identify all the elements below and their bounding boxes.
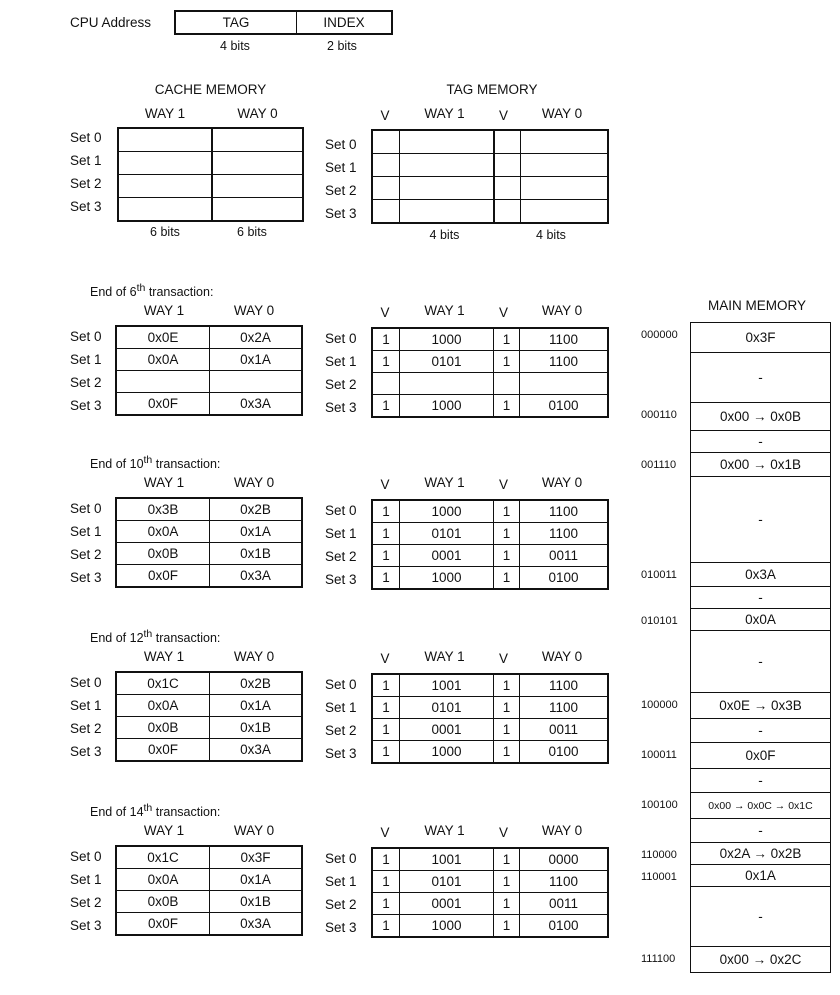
valid-bit-way1: 1 xyxy=(373,697,400,719)
table-row xyxy=(117,521,302,543)
table-row xyxy=(373,351,608,373)
valid-bit-way1: 1 xyxy=(373,545,400,567)
set-label: Set 3 xyxy=(70,199,102,214)
cache-memory-table xyxy=(116,846,302,935)
valid-bit-way0: 1 xyxy=(494,697,520,719)
set-label: Set 3 xyxy=(325,572,357,587)
memory-address: 000110 xyxy=(641,409,677,421)
tag-v0-header: V xyxy=(498,108,508,123)
main-memory-cell: 0x00 → 0x1B xyxy=(690,452,831,477)
set-label: Set 2 xyxy=(325,723,357,738)
tag-way1-header: WAY 1 xyxy=(424,823,465,838)
valid-bit-way0: 1 xyxy=(494,545,520,567)
cache-way1-cell: 0x0F xyxy=(117,393,210,415)
tag-memory-table xyxy=(372,328,608,417)
main-memory-cell: - xyxy=(690,476,831,563)
title-text: transaction: xyxy=(152,805,221,820)
cache-way0-cell: 0x3A xyxy=(210,393,302,415)
valid-bit-way1: 1 xyxy=(373,719,400,741)
tag-way0-header: WAY 0 xyxy=(541,106,583,121)
set-label: Set 1 xyxy=(325,526,357,541)
set-label: Set 3 xyxy=(70,398,102,413)
tag-way1-cell xyxy=(400,373,494,395)
title-sup: th xyxy=(143,628,153,640)
tag-way1-header: WAY 1 xyxy=(424,649,465,664)
main-memory-cell: 0x00 → 0x0C → 0x1C xyxy=(690,792,831,819)
table-row xyxy=(117,565,302,587)
cache-way1-cell: 0x0A xyxy=(117,869,210,891)
tag-way1-cell: 1000 xyxy=(400,501,494,523)
title-text: End of 6 xyxy=(90,285,137,300)
cache-memory-title: CACHE MEMORY xyxy=(154,82,267,97)
table-row xyxy=(373,849,608,871)
index-width: 2 bits xyxy=(327,39,357,53)
memory-address: 100011 xyxy=(641,749,677,761)
main-memory-cell: - xyxy=(690,430,831,453)
title-text: transaction: xyxy=(152,631,221,646)
tag-v1-header: V xyxy=(380,825,390,840)
title-text: End of 10 xyxy=(90,457,144,472)
tag-way1-cell: 1000 xyxy=(400,329,494,351)
set-label: Set 3 xyxy=(70,744,102,759)
valid-bit-way0: 1 xyxy=(494,523,520,545)
set-label: Set 0 xyxy=(70,849,102,864)
title-sup: th xyxy=(136,282,146,294)
tag-way1-cell: 1001 xyxy=(400,675,494,697)
table-row xyxy=(117,695,302,717)
set-label: Set 0 xyxy=(325,137,357,152)
set-label: Set 1 xyxy=(70,872,102,887)
transaction-title xyxy=(90,280,213,300)
cache-way0-header: WAY 0 xyxy=(233,475,275,490)
valid-bit-way0: 1 xyxy=(494,351,520,373)
cache-way1-cell: 0x0B xyxy=(117,717,210,739)
tag-v1-header: V xyxy=(380,108,390,123)
set-label: Set 1 xyxy=(70,153,102,168)
transaction-title xyxy=(90,800,220,820)
main-memory-cell: - xyxy=(690,586,831,609)
cache-way1-cell: 0x0A xyxy=(117,521,210,543)
valid-bit-way0: 1 xyxy=(494,329,520,351)
table-row xyxy=(373,697,608,719)
tag-way1-cell: 1000 xyxy=(400,395,494,417)
table-row xyxy=(373,675,608,697)
valid-bit-way0: 1 xyxy=(494,501,520,523)
cache-way1-cell: 0x3B xyxy=(117,499,210,521)
valid-bit-way0 xyxy=(494,373,520,395)
main-memory-cell: 0x0E → 0x3B xyxy=(690,692,831,719)
valid-bit-way0: 1 xyxy=(494,849,520,871)
tag-v1-header: V xyxy=(380,651,390,666)
main-memory-cell: - xyxy=(690,352,831,403)
set-label: Set 2 xyxy=(70,721,102,736)
cache-way0-header: WAY 0 xyxy=(233,823,275,838)
set-label: Set 0 xyxy=(325,851,357,866)
cache-way0-cell: 0x3A xyxy=(210,565,302,587)
table-row xyxy=(117,499,302,521)
tag-way0-header: WAY 0 xyxy=(541,303,583,318)
cache-way0-header: WAY 0 xyxy=(233,649,275,664)
index-field: INDEX xyxy=(297,12,392,34)
table-row xyxy=(117,673,302,695)
transaction-title xyxy=(90,626,220,646)
valid-bit-way1: 1 xyxy=(373,741,400,763)
cache-memory-table xyxy=(116,498,302,587)
tag-v0-header: V xyxy=(498,651,508,666)
cache-way1-header: WAY 1 xyxy=(143,823,185,838)
main-memory-cell: 0x3A xyxy=(690,562,831,587)
cache-way0-cell: 0x1B xyxy=(210,543,302,565)
set-label: Set 2 xyxy=(70,547,102,562)
cache-way1-cell: 0x1C xyxy=(117,673,210,695)
memory-address: 110001 xyxy=(641,871,677,883)
memory-address: 001110 xyxy=(641,459,677,471)
tag-field: TAG xyxy=(176,12,297,34)
tag-way0-cell: 1100 xyxy=(520,871,608,893)
set-label: Set 1 xyxy=(325,160,357,175)
title-text: transaction: xyxy=(145,285,214,300)
cache-way1-cell: 0x0F xyxy=(117,565,210,587)
valid-bit-way0: 1 xyxy=(494,395,520,417)
main-memory-cell: 0x3F xyxy=(690,322,831,353)
tag-way1-cell: 1000 xyxy=(400,915,494,937)
valid-bit-way0: 1 xyxy=(494,871,520,893)
memory-address: 000000 xyxy=(641,329,678,341)
main-memory-cell: - xyxy=(690,630,831,693)
cache-way0-width: 6 bits xyxy=(237,225,267,239)
valid-bit-way0: 1 xyxy=(494,719,520,741)
cache-way1-cell: 0x0B xyxy=(117,543,210,565)
tag-memory-table xyxy=(372,674,608,763)
cache-way0-cell: 0x2B xyxy=(210,499,302,521)
valid-bit-way1: 1 xyxy=(373,675,400,697)
set-label: Set 1 xyxy=(70,698,102,713)
tag-way1-header: WAY 1 xyxy=(424,106,465,121)
set-label: Set 2 xyxy=(325,549,357,564)
title-sup: th xyxy=(143,802,153,814)
set-label: Set 0 xyxy=(325,677,357,692)
cache-way0-cell: 0x1A xyxy=(210,869,302,891)
tag-v0-header: V xyxy=(498,477,508,492)
memory-address: 111100 xyxy=(641,953,676,965)
tag-way1-cell: 1001 xyxy=(400,849,494,871)
set-label: Set 3 xyxy=(325,746,357,761)
table-row xyxy=(373,545,608,567)
cache-way0-header: WAY 0 xyxy=(237,106,278,121)
tag-memory-table xyxy=(372,848,608,937)
main-memory-cell: - xyxy=(690,768,831,793)
tag-way0-cell: 1100 xyxy=(520,329,608,351)
valid-bit-way1: 1 xyxy=(373,351,400,373)
cache-way0-cell: 0x2B xyxy=(210,673,302,695)
tag-way1-cell: 0001 xyxy=(400,545,494,567)
table-row xyxy=(117,913,302,935)
tag-way1-cell: 1000 xyxy=(400,741,494,763)
set-label: Set 1 xyxy=(325,354,357,369)
valid-bit-way0: 1 xyxy=(494,915,520,937)
valid-bit-way1: 1 xyxy=(373,567,400,589)
cache-way0-cell: 0x3F xyxy=(210,847,302,869)
tag-way1-cell: 0101 xyxy=(400,697,494,719)
main-memory-title: MAIN MEMORY xyxy=(708,298,807,313)
valid-bit-way0: 1 xyxy=(494,893,520,915)
set-label: Set 2 xyxy=(70,895,102,910)
tag-way0-cell: 0011 xyxy=(520,893,608,915)
set-label: Set 3 xyxy=(70,570,102,585)
cache-way1-cell: 0x1C xyxy=(117,847,210,869)
valid-bit-way1: 1 xyxy=(373,523,400,545)
set-label: Set 2 xyxy=(325,377,357,392)
tag-width: 4 bits xyxy=(220,39,250,53)
set-label: Set 3 xyxy=(325,400,357,415)
table-row xyxy=(117,393,302,415)
tag-way0-cell: 0100 xyxy=(520,741,608,763)
set-label: Set 2 xyxy=(70,375,102,390)
set-label: Set 1 xyxy=(70,352,102,367)
table-row xyxy=(117,327,302,349)
table-row xyxy=(373,395,608,417)
valid-bit-way0: 1 xyxy=(494,675,520,697)
set-label: Set 3 xyxy=(70,918,102,933)
set-label: Set 2 xyxy=(325,183,357,198)
set-label: Set 0 xyxy=(70,675,102,690)
title-sup: th xyxy=(143,454,153,466)
main-memory-cell: 0x1A xyxy=(690,864,831,887)
tag-way0-cell: 1100 xyxy=(520,675,608,697)
tag-way0-header: WAY 0 xyxy=(541,649,583,664)
tag-way0-cell xyxy=(520,373,608,395)
valid-bit-way0: 1 xyxy=(494,741,520,763)
tag-way1-header: WAY 1 xyxy=(424,475,465,490)
tag-way0-cell: 1100 xyxy=(520,523,608,545)
tag-way0-width: 4 bits xyxy=(536,228,566,242)
table-row xyxy=(117,717,302,739)
table-row xyxy=(373,373,608,395)
tag-way1-cell: 0001 xyxy=(400,719,494,741)
cache-way0-cell: 0x1B xyxy=(210,891,302,913)
table-row xyxy=(373,501,608,523)
tag-v0-header: V xyxy=(498,305,508,320)
cache-memory-table xyxy=(116,326,302,415)
cache-way1-cell: 0x0A xyxy=(117,695,210,717)
memory-address: 100100 xyxy=(641,799,678,811)
table-row xyxy=(117,869,302,891)
cache-way1-cell: 0x0F xyxy=(117,739,210,761)
valid-bit-way1: 1 xyxy=(373,849,400,871)
transaction-title xyxy=(90,452,220,472)
cache-way0-cell: 0x3A xyxy=(210,739,302,761)
tag-way1-cell: 0101 xyxy=(400,871,494,893)
cpu-address-label: CPU Address xyxy=(70,15,152,30)
table-row xyxy=(117,371,302,393)
table-row xyxy=(117,891,302,913)
set-label: Set 1 xyxy=(325,700,357,715)
cache-way1-cell: 0x0A xyxy=(117,349,210,371)
tag-memory-title: TAG MEMORY xyxy=(446,82,538,97)
set-label: Set 0 xyxy=(325,331,357,346)
tag-way0-cell: 0100 xyxy=(520,567,608,589)
tag-v0-header: V xyxy=(498,825,508,840)
cache-memory-table xyxy=(116,672,302,761)
main-memory-cell: 0x2A → 0x2B xyxy=(690,842,831,865)
cache-way0-cell: 0x1A xyxy=(210,695,302,717)
tag-way0-cell: 0100 xyxy=(520,915,608,937)
tag-way0-header: WAY 0 xyxy=(541,823,583,838)
title-text: End of 12 xyxy=(90,631,144,646)
memory-address: 110000 xyxy=(641,849,677,861)
cache-way1-width: 6 bits xyxy=(150,225,180,239)
table-row xyxy=(373,719,608,741)
memory-address: 100000 xyxy=(641,699,678,711)
cache-way0-cell: 0x3A xyxy=(210,913,302,935)
main-memory-cell: - xyxy=(690,886,831,947)
cache-way0-cell: 0x1A xyxy=(210,521,302,543)
tag-way0-cell: 1100 xyxy=(520,501,608,523)
set-label: Set 2 xyxy=(325,897,357,912)
cache-way0-header: WAY 0 xyxy=(233,303,275,318)
valid-bit-way0: 1 xyxy=(494,567,520,589)
set-label: Set 2 xyxy=(70,176,102,191)
cache-way0-cell: 0x1B xyxy=(210,717,302,739)
tag-v1-header: V xyxy=(380,477,390,492)
table-row xyxy=(117,847,302,869)
cache-way1-cell: 0x0E xyxy=(117,327,210,349)
table-row xyxy=(373,741,608,763)
cache-way0-cell xyxy=(210,371,302,393)
cache-way1-cell: 0x0B xyxy=(117,891,210,913)
set-label: Set 1 xyxy=(325,874,357,889)
memory-address: 010011 xyxy=(641,569,677,581)
valid-bit-way1: 1 xyxy=(373,871,400,893)
valid-bit-way1: 1 xyxy=(373,501,400,523)
tag-way1-cell: 0001 xyxy=(400,893,494,915)
table-row xyxy=(117,349,302,371)
table-row xyxy=(373,329,608,351)
cpu-address-format xyxy=(175,11,392,34)
table-row xyxy=(117,739,302,761)
cache-way1-cell: 0x0F xyxy=(117,913,210,935)
valid-bit-way1: 1 xyxy=(373,329,400,351)
table-row xyxy=(117,543,302,565)
main-memory-cell: 0x0A xyxy=(690,608,831,631)
tag-way1-cell: 0101 xyxy=(400,523,494,545)
tag-v1-header: V xyxy=(380,305,390,320)
cache-way0-cell: 0x2A xyxy=(210,327,302,349)
cache-way1-header: WAY 1 xyxy=(143,303,185,318)
valid-bit-way1: 1 xyxy=(373,395,400,417)
main-memory-cell: 0x00 → 0x2C xyxy=(690,946,831,973)
tag-way1-header: WAY 1 xyxy=(424,303,465,318)
table-row xyxy=(373,567,608,589)
cache-way1-header: WAY 1 xyxy=(143,475,185,490)
tag-way0-cell: 0011 xyxy=(520,719,608,741)
cache-way1-cell xyxy=(117,371,210,393)
tag-way1-cell: 1000 xyxy=(400,567,494,589)
table-row xyxy=(373,893,608,915)
tag-way0-cell: 0100 xyxy=(520,395,608,417)
title-text: transaction: xyxy=(152,457,221,472)
table-row xyxy=(373,915,608,937)
tag-memory-empty-grid xyxy=(372,130,608,223)
cache-memory-empty-grid xyxy=(118,128,303,221)
tag-way0-cell: 0000 xyxy=(520,849,608,871)
title-text: End of 14 xyxy=(90,805,144,820)
set-label: Set 0 xyxy=(70,130,102,145)
main-memory-cell: - xyxy=(690,718,831,743)
valid-bit-way1: 1 xyxy=(373,893,400,915)
cache-way1-header: WAY 1 xyxy=(143,649,185,664)
set-label: Set 3 xyxy=(325,206,357,221)
tag-way1-cell: 0101 xyxy=(400,351,494,373)
table-row xyxy=(373,523,608,545)
main-memory-cell: 0x0F xyxy=(690,742,831,769)
valid-bit-way1: 1 xyxy=(373,915,400,937)
tag-memory-table xyxy=(372,500,608,589)
valid-bit-way1 xyxy=(373,373,400,395)
cache-way1-header: WAY 1 xyxy=(144,106,186,121)
tag-way0-header: WAY 0 xyxy=(541,475,583,490)
main-memory-cell: 0x00 → 0x0B xyxy=(690,402,831,431)
tag-way0-cell: 0011 xyxy=(520,545,608,567)
set-label: Set 0 xyxy=(70,329,102,344)
table-row xyxy=(373,871,608,893)
main-memory-cell: - xyxy=(690,818,831,843)
set-label: Set 0 xyxy=(70,501,102,516)
tag-way0-cell: 1100 xyxy=(520,697,608,719)
set-label: Set 1 xyxy=(70,524,102,539)
set-label: Set 3 xyxy=(325,920,357,935)
set-label: Set 0 xyxy=(325,503,357,518)
tag-way0-cell: 1100 xyxy=(520,351,608,373)
tag-way1-width: 4 bits xyxy=(429,228,460,242)
cache-way0-cell: 0x1A xyxy=(210,349,302,371)
memory-address: 010101 xyxy=(641,615,678,627)
